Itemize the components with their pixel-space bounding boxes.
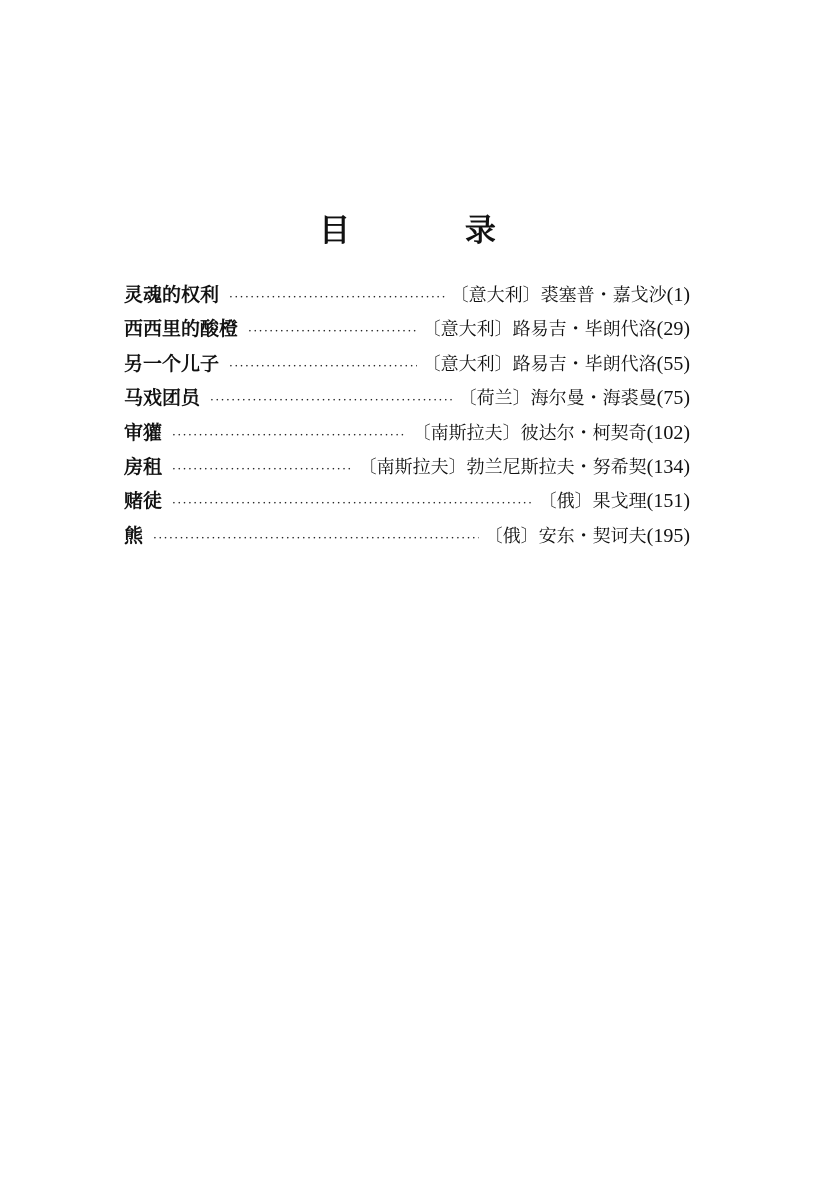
toc-entry[interactable] [124, 312, 690, 346]
entry-page-number: (1) [666, 284, 690, 306]
entry-author: 〔意大利〕路易吉・毕朗代洛 [422, 319, 657, 341]
entry-page-number: (134) [646, 455, 690, 478]
entry-author: 〔意大利〕路易吉・毕朗代洛 [422, 353, 657, 375]
toc-entry[interactable] [124, 450, 690, 484]
entry-title: 赌徒 [124, 490, 163, 513]
toc-entry[interactable] [124, 347, 690, 381]
entry-title: 房租 [124, 455, 163, 478]
entry-page-number: (151) [646, 490, 690, 513]
dot-leader [172, 452, 353, 486]
dot-leader [229, 280, 445, 314]
entry-title: 另一个儿子 [124, 352, 220, 375]
dot-leader [210, 383, 453, 417]
entry-page-number: (75) [656, 387, 690, 410]
entry-author: 〔意大利〕裘塞普・嘉戈沙 [450, 285, 667, 306]
entry-title: 西西里的酸橙 [124, 318, 239, 341]
toc-entry[interactable] [124, 484, 690, 518]
entry-author: 〔俄〕安东・契诃夫 [484, 525, 647, 547]
dot-leader [153, 521, 479, 555]
entry-title: 审獾 [124, 421, 163, 444]
entry-author: 〔南斯拉夫〕彼达尔・柯契奇 [412, 422, 647, 444]
entry-author: 〔荷兰〕海尔曼・海裘曼 [458, 388, 657, 410]
entry-page-number: (29) [656, 318, 690, 341]
toc-entry[interactable] [124, 519, 690, 553]
toc-entry[interactable] [124, 416, 690, 450]
toc-entry[interactable] [124, 381, 690, 415]
dot-leader [172, 486, 533, 520]
dot-leader [248, 314, 417, 348]
dot-leader [229, 349, 417, 383]
entry-title: 灵魂的权利 [124, 284, 220, 306]
entry-page-number: (195) [646, 524, 690, 547]
entry-page-number: (102) [646, 421, 690, 444]
toc-entry[interactable] [124, 278, 690, 312]
entry-title: 马戏团员 [124, 387, 201, 410]
page-title: 目 录 [319, 212, 548, 249]
entry-author: 〔俄〕果戈理 [538, 491, 647, 513]
table-of-contents [124, 278, 690, 553]
entry-title: 熊 [124, 524, 144, 547]
entry-page-number: (55) [656, 352, 690, 375]
entry-author: 〔南斯拉夫〕勃兰尼斯拉夫・努希契 [358, 456, 647, 478]
dot-leader [172, 418, 407, 452]
